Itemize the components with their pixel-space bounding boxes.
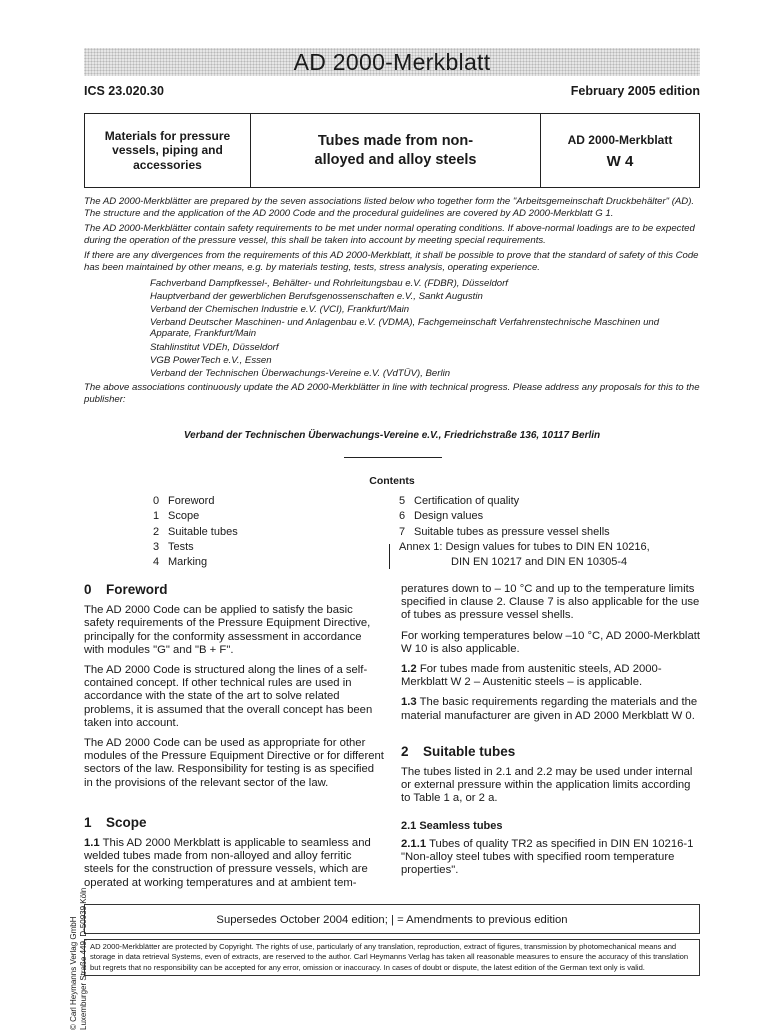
section-heading: [84, 583, 384, 596]
association-list: [84, 278, 702, 380]
intro-paragraph: The AD 2000-Merkblätter are prepared by the seven associations listed below who together form the "Arbeitsgemeinschaft Druckbehälter" (AD). The structure and the application of the AD 2000 Code and the procedural guidelines are covered by AD 2000-Merkblatt G 1.: [84, 196, 695, 219]
subsection-heading: 2.1 Seamless tubes: [401, 819, 503, 832]
banner-title: AD 2000-Merkblatt: [293, 49, 491, 75]
intro-paragraph: If there are any divergences from the requirements of this AD 2000-Merkblatt, it shall be possible to prove that the standard of safety of this Code has been maintained by other means, e.g. by materials testing, tests, stress analysis, operating experience.: [84, 250, 699, 273]
supersedes-note: Supersedes October 2004 edition; | = Amendments to previous edition: [84, 904, 700, 934]
toc-number: 4: [153, 556, 160, 569]
intro-paragraph: The above associations continuously update the AD 2000-Merkblätter in line with technical progress. Please address any proposals for this to the publisher:: [84, 382, 700, 405]
clause-text: The basic requirements regarding the materials and the material manufacturer are given in AD 2000 Merkblatt W 0.: [401, 696, 698, 722]
section-intro: The tubes listed in 2.1 and 2.2 may be used under internal or external pressure within the application limits according to Table 1 a, or 2 a.: [401, 766, 693, 805]
toc-label: Design values: [414, 510, 484, 523]
association-item: Hauptverband der gewerblichen Berufsgenossenschaften e.V., Sankt Augustin: [150, 290, 483, 302]
clause-continuation: peratures down to – 10 °C and up to the temperature limits specified in clause 2. Clause 7 is also applicable for the use of tubes as pressure vessel shells.: [401, 583, 700, 622]
association-item: Verband der Technischen Überwachungs-Vereine e.V. (VdTÜV), Berlin: [150, 367, 451, 379]
clause-text: For tubes made from austenitic steels, AD 2000-Merkblatt W 2 – Austenitic steels – is applicable.: [401, 663, 662, 689]
section-title: Suitable tubes: [423, 743, 516, 759]
clause-paragraph: [401, 696, 701, 722]
category-cell: [85, 114, 251, 187]
toc-label: Suitable tubes as pressure vessel shells: [414, 525, 610, 538]
toc-label: Marking: [168, 556, 208, 569]
toc-number: 5: [399, 495, 406, 507]
section-number: 1: [84, 814, 92, 830]
toc-annex-item[interactable]: Annex 1: Design values for tubes to DIN EN 10216,: [399, 540, 650, 553]
toc-item[interactable]: [153, 509, 238, 524]
toc-item[interactable]: [399, 494, 650, 509]
clause-number: 2.1.1: [401, 837, 427, 850]
toc-left: [153, 494, 238, 570]
toc-label: Tests: [168, 540, 194, 553]
toc-label: Scope: [168, 510, 200, 523]
clause-paragraph: [401, 663, 701, 689]
clause-text: Tubes of quality TR2 as specified in DIN EN 10216-1 "Non-alloy steel tubes with specified room temperature properties".: [401, 837, 694, 877]
toc-label: Certification of quality: [414, 495, 520, 507]
amendment-marker: [389, 544, 390, 569]
imprint-line: Luxemburger Straße 449, D-50939 Köln: [79, 887, 88, 1030]
association-item: VGB PowerTech e.V., Essen: [150, 354, 272, 366]
foreword-paragraph: The AD 2000 Code can be used as appropriate for other modules of the Pressure Equipment Directive or for different sectors of the law. Responsibility for testing is as specified in the provisions of the relevant sector of the law.: [84, 737, 384, 789]
category-line: Materials for pressure: [104, 128, 231, 143]
section-number: 0: [84, 582, 92, 597]
association-item: Verband der Chemischen Industrie e.V. (VCI), Frankfurt/Main: [150, 303, 410, 315]
toc-annex-continuation: DIN EN 10217 and DIN EN 10305-4: [451, 556, 628, 569]
toc-item[interactable]: [153, 540, 238, 555]
section-title: Foreword: [106, 582, 168, 597]
document-title-line: alloyed and alloy steels: [314, 151, 477, 168]
edition-date: February 2005 edition: [570, 84, 700, 98]
association-item: Stahlinstitut VDEh, Düsseldorf: [150, 341, 279, 353]
section-heading: [84, 816, 384, 829]
association-item: Fachverband Dampfkessel-, Behälter- und Rohrleitungsbau e.V. (FDBR), Düsseldorf: [150, 277, 508, 289]
header-box: [84, 113, 700, 188]
toc-number: 3: [153, 540, 160, 553]
intro-section: [84, 196, 702, 410]
toc-item[interactable]: [399, 525, 650, 540]
ics-code: ICS 23.020.30: [84, 84, 164, 98]
section-number: 2: [401, 743, 409, 759]
association-item: Verband Deutscher Maschinen- und Anlagenbau e.V. (VDMA), Fachgemeinschaft Verfahrenstechnische Maschinen und Apparate, Frankfurt/Main: [150, 316, 660, 340]
toc-number: 1: [153, 510, 160, 523]
title-cell: [251, 114, 541, 187]
toc-item[interactable]: [153, 555, 238, 570]
left-column: [84, 583, 384, 897]
clause-text: This AD 2000 Merkblatt is applicable to seamless and welded tubes made from non-alloyed and alloy ferritic steels for the construction of pressure vessels, which are operated at working temperatures and at ambient tem-: [84, 837, 371, 889]
category-line: accessories: [133, 157, 202, 172]
series-label: AD 2000-Merkblatt: [567, 132, 673, 147]
foreword-paragraph: The AD 2000 Code is structured along the lines of a self-contained concept. If other technical rules are used in accordance with the state of the art to solve related problems, it is assumed that the overall concept has been taken into account.: [84, 664, 373, 729]
clause-paragraph: [84, 837, 384, 890]
toc-number: 0: [153, 495, 160, 507]
section-title: Scope: [106, 814, 147, 830]
document-title-line: Tubes made from non-: [317, 132, 474, 149]
intro-paragraph: The AD 2000-Merkblätter contain safety requirements to be met under normal operating conditions. If above-normal loadings are to be expected during the operation of the pressure vessel, this shall be taken into account by meeting special requirements.: [84, 223, 695, 246]
copyright-notice: AD 2000-Merkblätter are protected by Copyright. The rights of use, particularly of any translation, reproduction, extract of figures, transmission by photomechanical means and storage in data retrieval Systems, even of extracts, are reserved to the author. Carl Heymanns Verlag has taken all reasonable measures to ensure the accuracy of this translation but regrets that no responsibility can be accepted for any error, omission or inaccuracy. In cases of doubt or dispute, the latest edition of the German text only is valid.: [84, 939, 700, 976]
toc-item[interactable]: [153, 494, 238, 509]
toc-item[interactable]: [399, 509, 650, 524]
imprint-line: © Carl Heymanns Verlag GmbH: [69, 916, 78, 1030]
toc-item[interactable]: [153, 525, 238, 540]
clause-paragraph: [401, 838, 701, 878]
toc-right: [399, 494, 650, 570]
category-line: vessels, piping and: [112, 143, 223, 158]
clause-number: 1.3: [401, 696, 417, 709]
right-column: [401, 583, 701, 884]
publisher-address: Verband der Technischen Überwachungs-Vereine e.V., Friedrichstraße 136, 10117 Berlin: [183, 430, 601, 441]
toc-number: 6: [399, 510, 406, 523]
divider: [344, 457, 442, 458]
toc-label: Foreword: [168, 495, 215, 507]
clause-number: 1.2: [401, 663, 417, 676]
publisher-imprint: [69, 820, 89, 1030]
code-cell: [541, 114, 699, 187]
toc-number: 2: [153, 525, 160, 538]
document-banner: [84, 48, 700, 76]
contents-title: Contents: [369, 475, 415, 487]
clause-number: 1.1: [84, 837, 100, 850]
section-heading: [401, 745, 701, 758]
foreword-paragraph: The AD 2000 Code can be applied to satisfy the basic safety requirements of the Pressure Equipment Directive, principally for the conformity assessment in accordance with modules "G" and "B + F".: [84, 604, 371, 656]
clause-paragraph: For working temperatures below –10 °C, AD 2000-Merkblatt W 10 is also applicable.: [401, 629, 700, 655]
document-code: W 4: [606, 152, 634, 170]
toc-label: Suitable tubes: [168, 525, 238, 538]
toc-number: 7: [399, 525, 406, 538]
